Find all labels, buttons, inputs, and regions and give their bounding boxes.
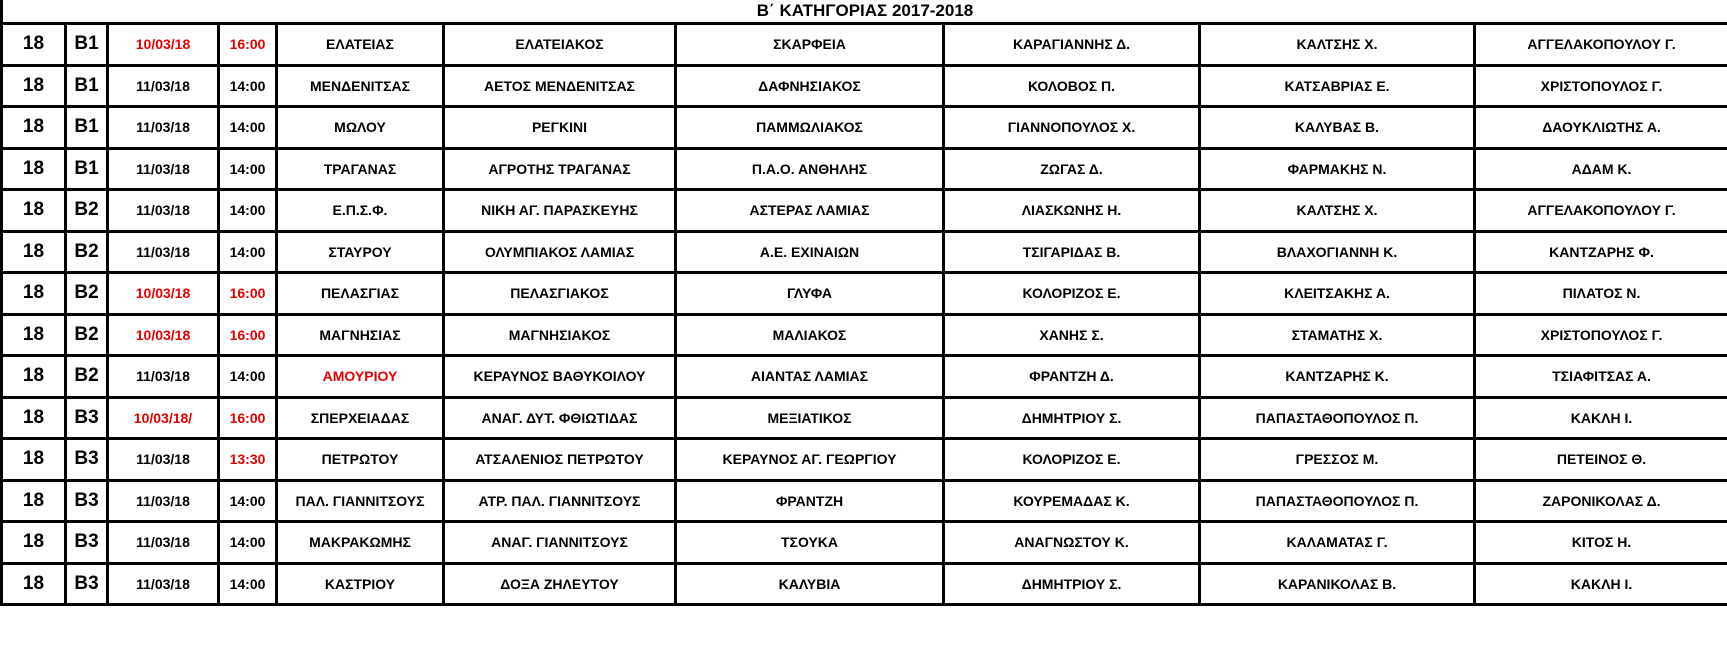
referee-cell: ΚΟΥΡΕΜΑΔΑΣ Κ. [944,480,1200,522]
referee-cell: ΧΑΝΗΣ Σ. [944,314,1200,356]
group-cell: Β3 [66,397,108,439]
round-cell: 18 [2,231,66,273]
referee-cell: ΚΑΡΑΓΙΑΝΝΗΣ Δ. [944,24,1200,66]
home-team-cell: ΚΕΡΑΥΝΟΣ ΒΑΘΥΚΟΙΛΟΥ [444,356,676,398]
venue-cell: ΤΡΑΓΑΝΑΣ [277,148,444,190]
assistant2-cell: ΑΓΓΕΛΑΚΟΠΟΥΛΟΥ Γ. [1475,190,1727,232]
time-cell: 16:00 [219,273,277,315]
group-cell: Β1 [66,65,108,107]
date-cell: 10/03/18/ [108,397,219,439]
round-cell: 18 [2,148,66,190]
time-cell: 16:00 [219,314,277,356]
assistant1-cell: ΚΑΝΤΖΑΡΗΣ Κ. [1200,356,1475,398]
assistant2-cell: ΖΑΡΟΝΙΚΟΛΑΣ Δ. [1475,480,1727,522]
assistant1-cell: ΓΡΕΣΣΟΣ Μ. [1200,439,1475,481]
away-team-cell: ΓΛΥΦΑ [676,273,944,315]
group-cell: Β3 [66,439,108,481]
assistant1-cell: ΒΛΑΧΟΓΙΑΝΝΗ Κ. [1200,231,1475,273]
round-cell: 18 [2,107,66,149]
referee-cell: ΖΩΓΑΣ Δ. [944,148,1200,190]
time-cell: 14:00 [219,563,277,605]
home-team-cell: ΠΕΛΑΣΓΙΑΚΟΣ [444,273,676,315]
away-team-cell: ΔΑΦΝΗΣΙΑΚΟΣ [676,65,944,107]
title-row [2,0,1727,24]
group-cell: Β2 [66,273,108,315]
round-cell: 18 [2,24,66,66]
time-cell: 14:00 [219,148,277,190]
assistant2-cell: ΚΑΚΛΗ Ι. [1475,563,1727,605]
away-team-cell: ΚΕΡΑΥΝΟΣ ΑΓ. ΓΕΩΡΓΙΟΥ [676,439,944,481]
date-cell: 11/03/18 [108,563,219,605]
assistant2-cell: ΧΡΙΣΤΟΠΟΥΛΟΣ Γ. [1475,314,1727,356]
date-cell: 11/03/18 [108,231,219,273]
table-row [2,480,1727,522]
assistant1-cell: ΠΑΠΑΣΤΑΘΟΠΟΥΛΟΣ Π. [1200,480,1475,522]
assistant2-cell: ΠΙΛΑΤΟΣ Ν. [1475,273,1727,315]
round-cell: 18 [2,314,66,356]
assistant2-cell: ΤΣΙΑΦΙΤΣΑΣ Α. [1475,356,1727,398]
referee-cell: ΚΟΛΟΒΟΣ Π. [944,65,1200,107]
table-row [2,397,1727,439]
venue-cell: ΑΜΟΥΡΙΟΥ [277,356,444,398]
assistant1-cell: ΦΑΡΜΑΚΗΣ Ν. [1200,148,1475,190]
referee-cell: ΚΟΛΟΡΙΖΟΣ Ε. [944,439,1200,481]
venue-cell: ΕΛΑΤΕΙΑΣ [277,24,444,66]
referee-cell: ΔΗΜΗΤΡΙΟΥ Σ. [944,563,1200,605]
table-row [2,563,1727,605]
assistant2-cell: ΔΑΟΥΚΛΙΩΤΗΣ Α. [1475,107,1727,149]
referee-cell: ΑΝΑΓΝΩΣΤΟΥ Κ. [944,522,1200,564]
group-cell: Β1 [66,24,108,66]
assistant2-cell: ΚΑΝΤΖΑΡΗΣ Φ. [1475,231,1727,273]
fixtures-body [2,0,1727,605]
venue-cell: ΠΑΛ. ΓΙΑΝΝΙΤΣΟΥΣ [277,480,444,522]
time-cell: 14:00 [219,231,277,273]
assistant2-cell: ΑΔΑΜ Κ. [1475,148,1727,190]
group-cell: Β2 [66,314,108,356]
date-cell: 10/03/18 [108,24,219,66]
venue-cell: ΣΠΕΡΧΕΙΑΔΑΣ [277,397,444,439]
assistant2-cell: ΧΡΙΣΤΟΠΟΥΛΟΣ Γ. [1475,65,1727,107]
group-cell: Β2 [66,190,108,232]
time-cell: 13:30 [219,439,277,481]
home-team-cell: ΑΕΤΟΣ ΜΕΝΔΕΝΙΤΣΑΣ [444,65,676,107]
home-team-cell: ΑΤΣΑΛΕΝΙΟΣ ΠΕΤΡΩΤΟΥ [444,439,676,481]
away-team-cell: ΠΑΜΜΩΛΙΑΚΟΣ [676,107,944,149]
assistant1-cell: ΠΑΠΑΣΤΑΘΟΠΟΥΛΟΣ Π. [1200,397,1475,439]
away-team-cell: ΣΚΑΡΦΕΙΑ [676,24,944,66]
venue-cell: ΜΕΝΔΕΝΙΤΣΑΣ [277,65,444,107]
venue-cell: ΣΤΑΥΡΟΥ [277,231,444,273]
group-cell: Β1 [66,107,108,149]
table-row [2,439,1727,481]
venue-cell: Ε.Π.Σ.Φ. [277,190,444,232]
time-cell: 16:00 [219,397,277,439]
away-team-cell: ΚΑΛΥΒΙΑ [676,563,944,605]
away-team-cell: ΤΣΟΥΚΑ [676,522,944,564]
table-row [2,65,1727,107]
table-row [2,314,1727,356]
assistant1-cell: ΚΑΛΥΒΑΣ Β. [1200,107,1475,149]
home-team-cell: ΡΕΓΚΙΝΙ [444,107,676,149]
assistant1-cell: ΣΤΑΜΑΤΗΣ Χ. [1200,314,1475,356]
time-cell: 14:00 [219,107,277,149]
round-cell: 18 [2,439,66,481]
group-cell: Β1 [66,148,108,190]
table-row [2,148,1727,190]
away-team-cell: Π.Α.Ο. ΑΝΘΗΛΗΣ [676,148,944,190]
round-cell: 18 [2,563,66,605]
round-cell: 18 [2,273,66,315]
assistant1-cell: ΚΑΤΣΑΒΡΙΑΣ Ε. [1200,65,1475,107]
home-team-cell: ΟΛΥΜΠΙΑΚΟΣ ΛΑΜΙΑΣ [444,231,676,273]
group-cell: Β3 [66,480,108,522]
venue-cell: ΜΑΓΝΗΣΙΑΣ [277,314,444,356]
assistant2-cell: ΠΕΤΕΙΝΟΣ Θ. [1475,439,1727,481]
time-cell: 14:00 [219,356,277,398]
table-row [2,356,1727,398]
round-cell: 18 [2,522,66,564]
referee-cell: ΔΗΜΗΤΡΙΟΥ Σ. [944,397,1200,439]
time-cell: 14:00 [219,522,277,564]
away-team-cell: ΦΡΑΝΤΖΗ [676,480,944,522]
assistant1-cell: ΚΑΡΑΝΙΚΟΛΑΣ Β. [1200,563,1475,605]
assistant2-cell: ΚΑΚΛΗ Ι. [1475,397,1727,439]
assistant1-cell: ΚΑΛΤΣΗΣ Χ. [1200,190,1475,232]
date-cell: 11/03/18 [108,439,219,481]
referee-cell: ΦΡΑΝΤΖΗ Δ. [944,356,1200,398]
date-cell: 10/03/18 [108,273,219,315]
group-cell: Β3 [66,522,108,564]
round-cell: 18 [2,480,66,522]
table-row [2,107,1727,149]
home-team-cell: ΝΙΚΗ ΑΓ. ΠΑΡΑΣΚΕΥΗΣ [444,190,676,232]
home-team-cell: ΑΝΑΓ. ΔΥΤ. ΦΘΙΩΤΙΔΑΣ [444,397,676,439]
time-cell: 14:00 [219,480,277,522]
away-team-cell: Α.Ε. ΕΧΙΝΑΙΩΝ [676,231,944,273]
assistant1-cell: ΚΑΛΤΣΗΣ Χ. [1200,24,1475,66]
venue-cell: ΠΕΛΑΣΓΙΑΣ [277,273,444,315]
date-cell: 11/03/18 [108,148,219,190]
time-cell: 14:00 [219,65,277,107]
referee-cell: ΤΣΙΓΑΡΙΔΑΣ Β. [944,231,1200,273]
date-cell: 11/03/18 [108,190,219,232]
referee-cell: ΛΙΑΣΚΩΝΗΣ Η. [944,190,1200,232]
home-team-cell: ΑΝΑΓ. ΓΙΑΝΝΙΤΣΟΥΣ [444,522,676,564]
table-row [2,190,1727,232]
time-cell: 16:00 [219,24,277,66]
home-team-cell: ΑΓΡΟΤΗΣ ΤΡΑΓΑΝΑΣ [444,148,676,190]
round-cell: 18 [2,65,66,107]
away-team-cell: ΜΑΛΙΑΚΟΣ [676,314,944,356]
table-row [2,522,1727,564]
round-cell: 18 [2,190,66,232]
table-row [2,231,1727,273]
table-row [2,24,1727,66]
away-team-cell: ΑΣΤΕΡΑΣ ΛΑΜΙΑΣ [676,190,944,232]
date-cell: 11/03/18 [108,65,219,107]
venue-cell: ΚΑΣΤΡΙΟΥ [277,563,444,605]
time-cell: 14:00 [219,190,277,232]
venue-cell: ΜΑΚΡΑΚΩΜΗΣ [277,522,444,564]
home-team-cell: ΜΑΓΝΗΣΙΑΚΟΣ [444,314,676,356]
round-cell: 18 [2,356,66,398]
date-cell: 11/03/18 [108,522,219,564]
date-cell: 11/03/18 [108,107,219,149]
assistant1-cell: ΚΑΛΑΜΑΤΑΣ Γ. [1200,522,1475,564]
group-cell: Β2 [66,356,108,398]
round-cell: 18 [2,397,66,439]
assistant1-cell: ΚΛΕΙΤΣΑΚΗΣ Α. [1200,273,1475,315]
date-cell: 10/03/18 [108,314,219,356]
assistant2-cell: ΚΙΤΟΣ Η. [1475,522,1727,564]
home-team-cell: ΑΤΡ. ΠΑΛ. ΓΙΑΝΝΙΤΣΟΥΣ [444,480,676,522]
referee-cell: ΚΟΛΟΡΙΖΟΣ Ε. [944,273,1200,315]
date-cell: 11/03/18 [108,356,219,398]
referee-cell: ΓΙΑΝΝΟΠΟΥΛΟΣ Χ. [944,107,1200,149]
group-cell: Β2 [66,231,108,273]
away-team-cell: ΜΕΞΙΑΤΙΚΟΣ [676,397,944,439]
table-title: Β΄ ΚΑΤΗΓΟΡΙΑΣ 2017-2018 [2,0,1727,24]
table-row [2,273,1727,315]
group-cell: Β3 [66,563,108,605]
venue-cell: ΠΕΤΡΩΤΟΥ [277,439,444,481]
home-team-cell: ΕΛΑΤΕΙΑΚΟΣ [444,24,676,66]
home-team-cell: ΔΟΞΑ ΖΗΛΕΥΤΟΥ [444,563,676,605]
away-team-cell: ΑΙΑΝΤΑΣ ΛΑΜΙΑΣ [676,356,944,398]
date-cell: 11/03/18 [108,480,219,522]
assistant2-cell: ΑΓΓΕΛΑΚΟΠΟΥΛΟΥ Γ. [1475,24,1727,66]
venue-cell: ΜΩΛΟΥ [277,107,444,149]
